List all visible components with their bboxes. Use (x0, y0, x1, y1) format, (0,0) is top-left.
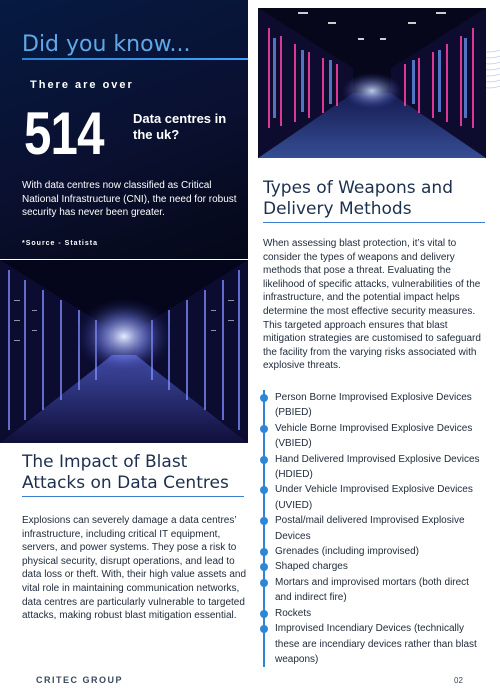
list-item: Hand Delivered Improvised Explosive Devices (HDIED) (265, 452, 488, 483)
did-you-know-title: Did you know... (22, 32, 191, 57)
list-item: Person Borne Improvised Explosive Devices (PBIED) (265, 390, 488, 421)
bullet-dot (260, 610, 268, 618)
impact-heading: The Impact of Blast Attacks on Data Centres (22, 452, 229, 493)
bullet-dot (260, 563, 268, 571)
list-item: Under Vehicle Improvised Explosive Devices (UVIED) (265, 482, 488, 513)
list-item: Grenades (including improvised) (265, 544, 488, 559)
page-number: 02 (454, 676, 463, 685)
list-item: Mortars and improvised mortars (both direct and indirect fire) (265, 575, 488, 606)
source-note: *Source - Statista (22, 240, 98, 247)
did-you-know-panel (0, 0, 248, 259)
threat-list (263, 390, 488, 667)
bullet-dot (260, 425, 268, 433)
bullet-dot (260, 517, 268, 525)
bullet-dot (260, 486, 268, 494)
statistic-label: Data centres in the uk? (133, 111, 227, 142)
title-divider (22, 58, 248, 60)
list-item: Vehicle Borne Improvised Explosive Devices (VBIED) (265, 421, 488, 452)
statistic-number: 514 (24, 100, 104, 167)
list-item: Improvised Incendiary Devices (technically these are incendiary devices rather than blast weapons) (265, 621, 488, 667)
bullet-dot (260, 548, 268, 556)
list-item: Postal/mail delivered Improvised Explosive Devices (265, 513, 488, 544)
list-item: Shaped charges (265, 559, 488, 574)
impact-heading-divider (22, 496, 244, 497)
bullet-dot (260, 579, 268, 587)
types-heading: Types of Weapons and Delivery Methods (263, 178, 453, 219)
types-heading-divider (263, 222, 485, 223)
impact-body: Explosions can severely damage a data centres’ infrastructure, including critical IT equipment, servers, and power systems. They pose a risk to physical security, disrupt operations, and lead to data loss or theft. With, their high value assets and vital role in maintaining communication networks, data centres are particularly vulnerable to targeted attacks, making robust blast mitigation essential. (22, 515, 247, 622)
bullet-dot (260, 625, 268, 633)
data-centre-photo-top (258, 8, 486, 158)
types-body: When assessing blast protection, it’s vital to consider the types of weapons and delivery methods that pose a threat. Evaluating the likelihood of specific attacks, vulnerabilities of the infrastructure, and the potential impact helps determine the most effective security measures. This targeted approach ensures that blast mitigation strategies are customised to safeguard the facility from the varying risks associated with explosive threats. (263, 238, 481, 372)
did-you-know-body: With data centres now classified as Critical National Infrastructure (CNI), the need for robust security has never been greater. (22, 180, 237, 218)
lead-text: There are over (30, 79, 134, 91)
bullet-dot (260, 394, 268, 402)
list-item: Rockets (265, 606, 488, 621)
bullet-dot (260, 456, 268, 464)
data-centre-photo-corridor (0, 260, 248, 443)
footer-brand: CRITEC GROUP (36, 675, 124, 685)
